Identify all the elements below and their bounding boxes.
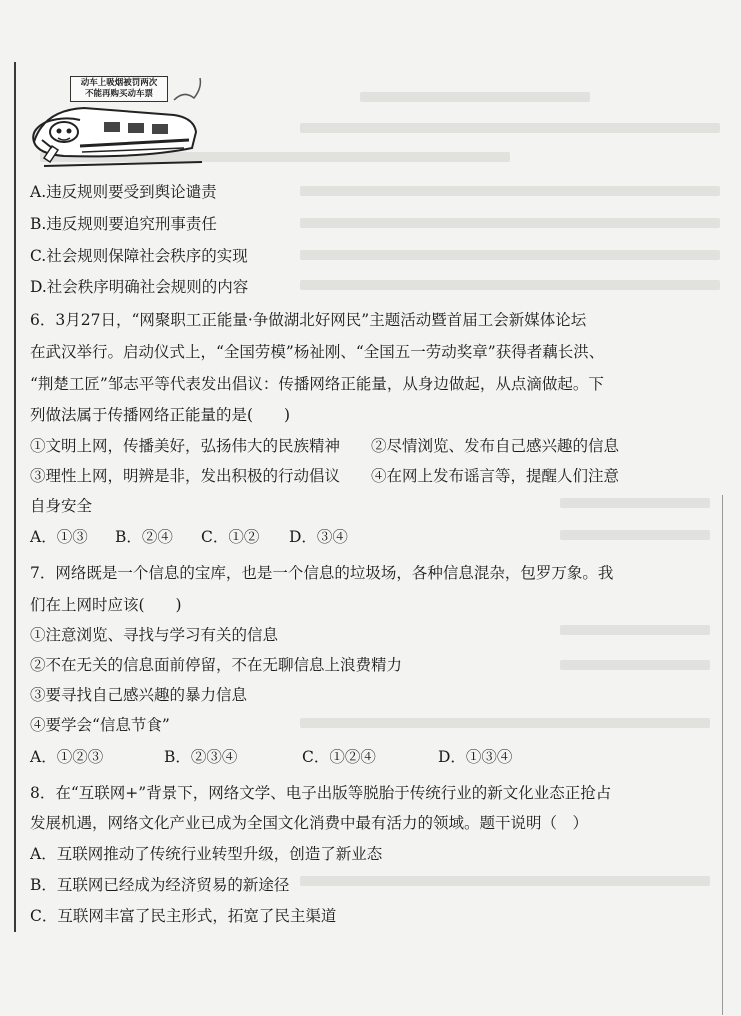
q7-statement-line: ①注意浏览、寻找与学习有关的信息 bbox=[30, 626, 279, 644]
q5-option-d: D.社会秩序明确社会规则的内容 bbox=[30, 278, 249, 296]
q8-option-b: B．互联网已经成为经济贸易的新途径 bbox=[30, 876, 290, 894]
q6-statement-line: 自身安全 bbox=[30, 497, 93, 515]
bleed-through-text bbox=[560, 625, 710, 635]
right-margin-rule bbox=[722, 495, 723, 1015]
bleed-through-text bbox=[300, 218, 720, 228]
bleed-through-text bbox=[560, 530, 710, 540]
q5-option-c: C.社会规则保障社会秩序的实现 bbox=[30, 247, 248, 265]
q6-statement-line: ①文明上网，传播美好，弘扬伟大的民族精神 ②尽情浏览、发布自己感兴趣的信息 bbox=[30, 437, 620, 455]
q6-option-d: D．③④ bbox=[289, 528, 348, 546]
q6-options bbox=[30, 525, 379, 547]
q7-stem-line: 7．网络既是一个信息的宝库，也是一个信息的垃圾场，各种信息混杂，包罗万象。我 bbox=[30, 564, 614, 582]
q8-option-a: A．互联网推动了传统行业转型升级，创造了新业态 bbox=[30, 845, 383, 863]
bleed-through-text bbox=[300, 186, 720, 196]
q6-option-a: A．①③ bbox=[30, 528, 88, 546]
bleed-through-text bbox=[560, 498, 710, 508]
bleed-through-text bbox=[360, 92, 590, 102]
q6-statement-line: ③理性上网，明辨是非，发出积极的行动倡议 ④在网上发布谣言等，提醒人们注意 bbox=[30, 467, 620, 485]
bleed-through-text bbox=[300, 280, 720, 290]
q5-option-b: B.违反规则要追究刑事责任 bbox=[30, 215, 217, 233]
q8-stem-line: 8．在“互联网+”背景下，网络文学、电子出版等脱胎于传统行业的新文化业态正抢占 bbox=[30, 784, 612, 802]
q7-options bbox=[30, 745, 538, 767]
q6-stem-line: 6．3月27日，“网聚职工正能量·争做湖北好网民”主题活动暨首届工会新媒体论坛 bbox=[30, 311, 587, 329]
cartoon-caption-line: 不能再购买动车票 bbox=[84, 89, 153, 99]
q7-option-c: C．①②④ bbox=[302, 748, 376, 766]
q6-option-c: C．①② bbox=[201, 528, 260, 546]
q7-statement-line: ④要学会“信息节食” bbox=[30, 716, 170, 734]
bleed-through-text bbox=[300, 250, 720, 260]
q6-stem-line: 列做法属于传播网络正能量的是( ) bbox=[30, 406, 291, 424]
bleed-through-text bbox=[300, 876, 710, 886]
cartoon-caption bbox=[70, 76, 168, 102]
q8-stem-line: 发展机遇，网络文化产业已成为全国文化消费中最有活力的领域。题干说明（ ） bbox=[30, 814, 589, 832]
q7-stem-line: 们在上网时应该( ) bbox=[30, 596, 182, 614]
bleed-through-text bbox=[300, 123, 720, 133]
q7-statement-line: ③要寻找自己感兴趣的暴力信息 bbox=[30, 686, 248, 704]
q8-option-c: C．互联网丰富了民主形式，拓宽了民主渠道 bbox=[30, 907, 337, 925]
bleed-through-text bbox=[300, 718, 710, 728]
q7-option-b: B．②③④ bbox=[164, 748, 238, 766]
q6-stem-line: 在武汉举行。启动仪式上，“全国劳模”杨祉刚、“全国五一劳动奖章”获得者藕长洪、 bbox=[30, 343, 605, 361]
q7-statement-line: ②不在无关的信息面前停留，不在无聊信息上浪费精力 bbox=[30, 656, 403, 674]
left-margin-rule bbox=[14, 62, 16, 932]
bleed-through-text bbox=[560, 660, 710, 670]
q6-stem-line: “荆楚工匠”邹志平等代表发出倡议：传播网络正能量，从身边做起，从点滴做起。下 bbox=[30, 375, 604, 393]
cartoon-caption-line: 动车上吸烟被罚两次 bbox=[80, 78, 158, 88]
q6-option-b: B．②④ bbox=[115, 528, 173, 546]
q7-option-d: D．①③④ bbox=[438, 748, 513, 766]
q5-option-a: A.违反规则要受到舆论谴责 bbox=[30, 183, 217, 201]
q7-option-a: A．①②③ bbox=[30, 748, 104, 766]
